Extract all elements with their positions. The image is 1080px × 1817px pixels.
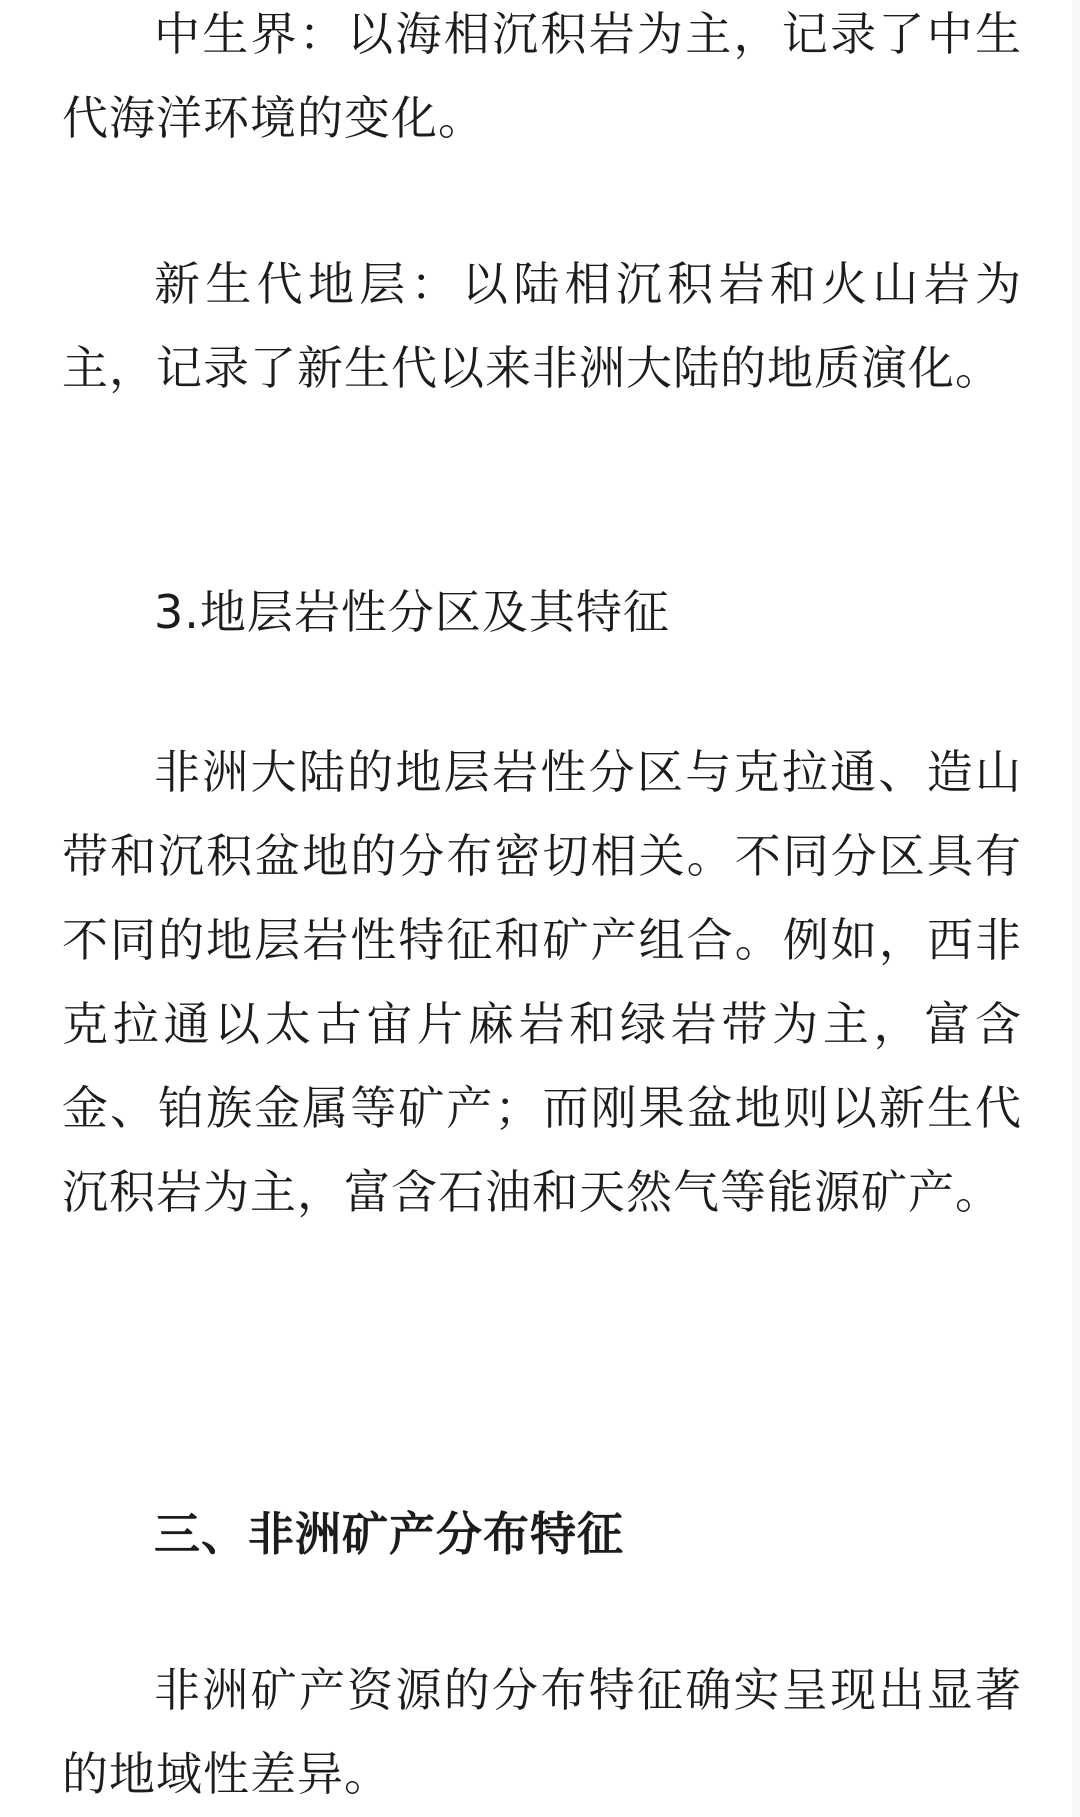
paragraph-mesozoic: 中生界：以海相沉积岩为主，记录了中生代海洋环境的变化。: [62, 7, 1022, 145]
subheading-stratigraphic-zoning: 3.地层岩性分区及其特征: [154, 585, 670, 639]
scrollbar-track[interactable]: [1072, 0, 1080, 1817]
paragraph-zoning: 非洲大陆的地层岩性分区与克拉通、造山带和沉积盆地的分布密切相关。不同分区具有不同的地层岩性特征和矿产组合。例如，西非克拉通以太古宙片麻岩和绿岩带为主，富含金、铂族金属等矿产；而刚果盆地则以新生代沉积岩为主，富含石油和天然气等能源矿产。: [62, 745, 1022, 1219]
section-heading-mineral-distribution: 三、非洲矿产分布特征: [154, 1507, 624, 1561]
paragraph-distribution: 非洲矿产资源的分布特征确实呈现出显著的地域性差异。: [62, 1663, 1022, 1801]
paragraph-cenozoic: 新生代地层：以陆相沉积岩和火山岩为主，记录了新生代以来非洲大陆的地质演化。: [62, 257, 1022, 395]
